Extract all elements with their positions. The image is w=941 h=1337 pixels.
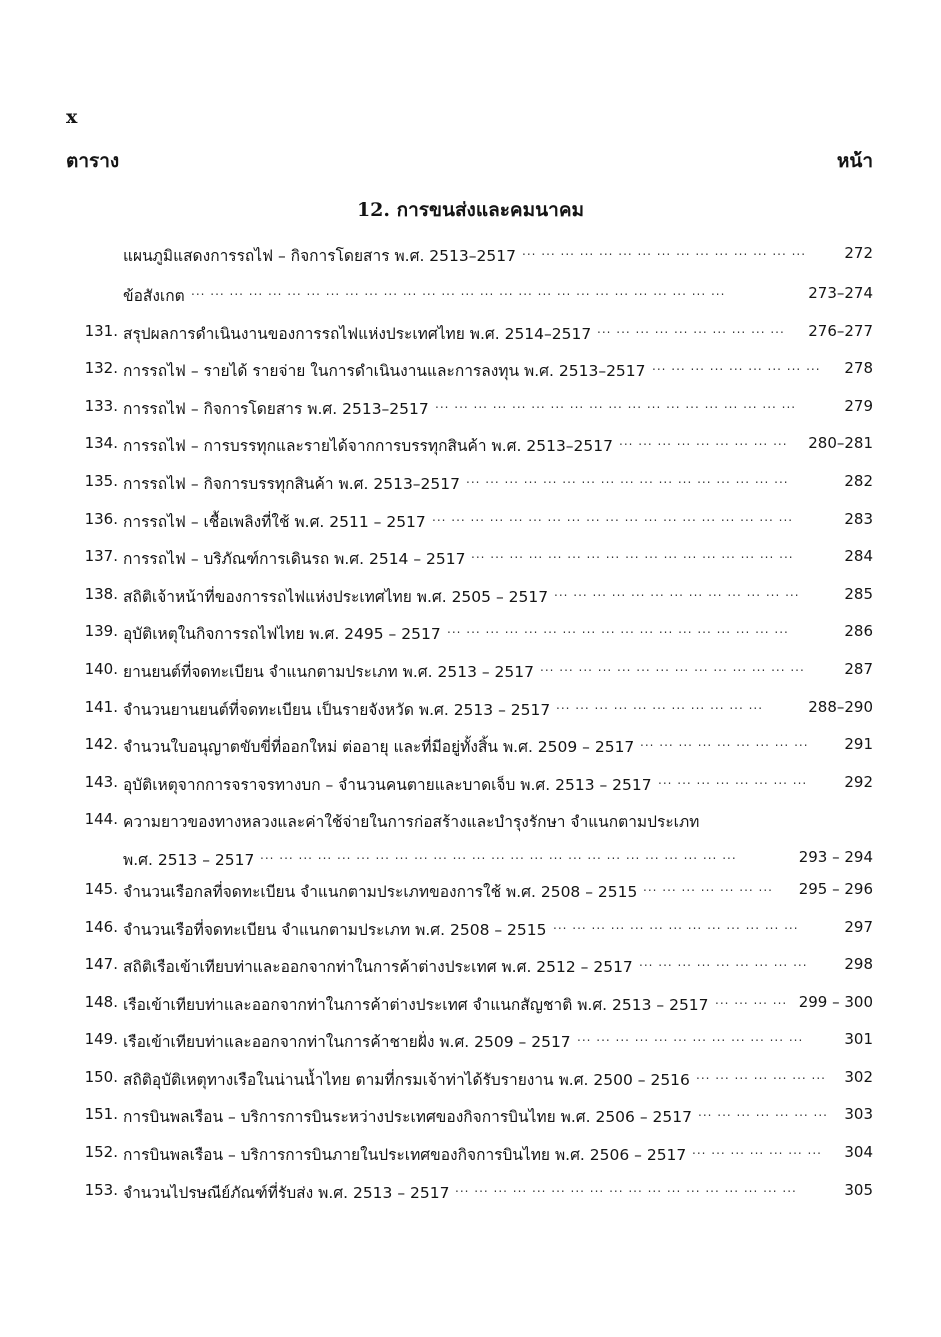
toc-entry-number: 148. <box>84 992 118 1011</box>
toc-entry-number: 147. <box>84 955 118 974</box>
toc-leader-dots: ... ... ... ... ... ... ... ... ... ... ... <box>556 697 764 712</box>
toc-entry-number: 133. <box>84 396 118 415</box>
toc-leader-dots: ... ... ... ... ... ... ... ... ... ... ... ... ... <box>553 917 799 932</box>
toc-entry <box>70 654 873 692</box>
toc-entry <box>70 616 873 654</box>
toc-entry <box>70 874 873 912</box>
toc-entry-title: สรุปผลการดำเนินงานของการรถไฟแห่งประเทศไทย พ.ศ. 2514–2517 <box>123 324 592 343</box>
toc-entry <box>70 504 873 542</box>
toc-entry-title: อุบัติเหตุในกิจการรถไฟไทย พ.ศ. 2495 – 2517 <box>123 625 441 644</box>
toc-entry-page: 273–274 <box>808 284 873 302</box>
toc-entry <box>70 1099 873 1137</box>
toc-entry-title: จำนวนเรือกลที่จดทะเบียน จำแนกตามประเภทของการใช้ พ.ศ. 2508 – 2515 <box>123 882 638 901</box>
toc-entry <box>70 1062 873 1100</box>
toc-entry-title: แผนภูมิแสดงการรถไฟ – กิจการโดยสาร พ.ศ. 2513–2517 <box>123 247 516 265</box>
toc-entry-page: 278 <box>844 359 873 378</box>
toc-entry <box>70 1175 873 1213</box>
toc-entry-title: เรือเข้าเทียบท่าและออกจากท่าในการค้าต่างประเทศ จำแนกสัญชาติ พ.ศ. 2513 – 2517 <box>123 995 709 1014</box>
toc-entry-title: การบินพลเรือน – บริการการบินระหว่างประเทศของกิจการบินไทย พ.ศ. 2506 – 2517 <box>123 1108 692 1127</box>
toc-entry-title: ข้อสังเกต <box>123 287 185 305</box>
toc-entry <box>70 353 873 391</box>
toc-entry-page: 305 <box>844 1180 873 1199</box>
toc-entry-page: 304 <box>844 1143 873 1162</box>
toc-leader-dots: ... ... ... ... ... ... ... ... ... ... ... ... ... ... ... ... ... ... <box>455 1180 797 1195</box>
toc-entry-page: 299 – 300 <box>798 992 873 1011</box>
toc-entry-title: ความยาวของทางหลวงและค่าใช้จ่ายในการก่อสร้างและบำรุงรักษา จำแนกตามประเภท <box>123 813 700 832</box>
toc-entry-number: 131. <box>84 321 118 340</box>
toc-entry <box>70 987 873 1025</box>
toc-entry-page: 286 <box>844 622 873 641</box>
toc-entry-number: 152. <box>84 1143 118 1162</box>
toc-leader-dots: ... ... ... ... ... ... ... ... ... ... ... ... ... ... ... ... ... <box>466 471 789 486</box>
toc-entry-page: 298 <box>844 955 873 974</box>
toc-entry-title: ยานยนต์ที่จดทะเบียน จำแนกตามประเภท พ.ศ. 2513 – 2517 <box>123 662 534 681</box>
toc-entry <box>70 428 873 466</box>
toc-leader-dots: ... ... ... ... ... ... ... ... ... ... ... ... ... ... ... ... ... ... ... <box>435 396 797 411</box>
toc-entry-number: 149. <box>84 1030 118 1049</box>
toc-entry-title: การรถไฟ – บริภัณฑ์การเดินรถ พ.ศ. 2514 – 2517 <box>123 550 466 569</box>
toc-entry-title: จำนวนเรือที่จดทะเบียน จำแนกตามประเภท พ.ศ. 2508 – 2515 <box>123 920 547 939</box>
toc-entry-number: 139. <box>84 622 118 641</box>
toc-entry-page: 292 <box>844 772 873 791</box>
toc-entry-page: 297 <box>844 917 873 936</box>
toc-entry-number: 153. <box>84 1180 118 1199</box>
toc-entry-number: 138. <box>84 584 118 603</box>
toc-entry-title: การรถไฟ – การบรรทุกและรายได้จากการบรรทุกสินค้า พ.ศ. 2513–2517 <box>123 437 613 456</box>
toc-entry-page: 272 <box>844 244 873 262</box>
toc-leader-dots: ... ... ... ... ... ... ... ... ... ... ... ... ... ... ... ... ... ... ... ... ... ... ... ... ... ... ... ... <box>191 284 726 298</box>
toc-entry-title: อุบัติเหตุจากการจราจรทางบก – จำนวนคนตายและบาดเจ็บ พ.ศ. 2513 – 2517 <box>123 775 652 794</box>
toc-leader-dots: ... ... ... ... ... ... ... ... ... <box>652 359 821 374</box>
toc-leader-dots: ... ... ... ... ... ... ... ... ... ... ... ... ... ... ... <box>522 244 807 258</box>
table-of-contents <box>70 238 873 1212</box>
toc-entry-number: 144. <box>84 810 118 829</box>
toc-leader-dots: ... ... ... ... ... ... ... <box>698 1105 828 1120</box>
column-header-page: หน้า <box>836 150 873 172</box>
toc-entry-number: 151. <box>84 1105 118 1124</box>
toc-leader-dots: ... ... ... ... ... ... ... ... ... <box>619 434 788 449</box>
toc-entry-number: 137. <box>84 547 118 566</box>
toc-leader-dots: ... ... ... ... ... ... ... ... ... ... ... ... ... <box>554 584 800 599</box>
toc-entry <box>70 842 873 874</box>
toc-entry-title: การบินพลเรือน – บริการการบินภายในประเทศของกิจการบินไทย พ.ศ. 2506 – 2517 <box>123 1146 687 1165</box>
toc-entry-number: 142. <box>84 735 118 754</box>
toc-entry-page: 283 <box>844 509 873 528</box>
toc-entry <box>70 238 873 278</box>
toc-entry-title: สถิติเรือเข้าเทียบท่าและออกจากท่าในการค้าต่างประเทศ พ.ศ. 2512 – 2517 <box>123 958 633 977</box>
toc-entry-title: การรถไฟ – กิจการบรรทุกสินค้า พ.ศ. 2513–2517 <box>123 474 461 493</box>
toc-entry-title: เรือเข้าเทียบท่าและออกจากท่าในการค้าชายฝั่ง พ.ศ. 2509 – 2517 <box>123 1033 571 1052</box>
toc-entry-page: 301 <box>844 1030 873 1049</box>
toc-entry <box>70 316 873 354</box>
toc-entry-page: 303 <box>844 1105 873 1124</box>
toc-leader-dots: ... ... ... ... <box>715 992 788 1007</box>
toc-entry-page: 284 <box>844 547 873 566</box>
toc-leader-dots: ... ... ... ... ... ... ... ... ... ... ... ... ... ... ... ... ... <box>471 547 794 562</box>
toc-entry-number: 132. <box>84 359 118 378</box>
toc-entry-page: 276–277 <box>808 321 873 340</box>
toc-entry-title: จำนวนใบอนุญาตขับขี่ที่ออกใหม่ ต่ออายุ และที่มีอยู่ทั้งสิ้น พ.ศ. 2509 – 2517 <box>123 738 635 757</box>
toc-entry-title: จำนวนไปรษณีย์ภัณฑ์ที่รับส่ง พ.ศ. 2513 – 2517 <box>123 1183 450 1202</box>
section-title: 12. การขนส่งและคมนาคม <box>356 199 585 221</box>
toc-entry-number: 143. <box>84 772 118 791</box>
toc-entry-number: 134. <box>84 434 118 453</box>
toc-entry-page: 291 <box>844 735 873 754</box>
toc-leader-dots: ... ... ... ... ... ... ... ... ... ... ... ... ... ... ... ... ... ... ... ... ... ... ... ... ... <box>260 847 737 862</box>
toc-entry <box>70 1137 873 1175</box>
toc-leader-dots: ... ... ... ... ... ... ... ... ... ... ... ... ... ... <box>540 659 805 674</box>
toc-entry-page: 285 <box>844 584 873 603</box>
toc-leader-dots: ... ... ... ... ... ... ... ... <box>658 772 808 787</box>
toc-leader-dots: ... ... ... ... ... ... ... <box>692 1143 822 1158</box>
toc-leader-dots: ... ... ... ... ... ... ... <box>643 879 773 894</box>
toc-entry <box>70 912 873 950</box>
toc-entry <box>70 391 873 429</box>
toc-entry-page: 302 <box>844 1067 873 1086</box>
toc-entry-page: 295 – 296 <box>798 879 873 898</box>
toc-entry <box>70 692 873 730</box>
toc-entry-page: 287 <box>844 659 873 678</box>
toc-entry <box>70 949 873 987</box>
toc-entry-page: 288–290 <box>808 697 873 716</box>
toc-entry-title: จำนวนยานยนต์ที่จดทะเบียน เป็นรายจังหวัด พ.ศ. 2513 – 2517 <box>123 700 551 719</box>
toc-entry <box>70 541 873 579</box>
toc-entry <box>70 1024 873 1062</box>
toc-entry-number: 135. <box>84 471 118 490</box>
toc-entry-title: พ.ศ. 2513 – 2517 <box>123 850 255 869</box>
toc-entry-number: 140. <box>84 659 118 678</box>
toc-entry-page: 280–281 <box>808 434 873 453</box>
toc-entry-page: 279 <box>844 396 873 415</box>
toc-entry-title: สถิติเจ้าหน้าที่ของการรถไฟแห่งประเทศไทย พ.ศ. 2505 – 2517 <box>123 587 549 606</box>
toc-entry-number: 141. <box>84 697 118 716</box>
toc-entry <box>70 767 873 805</box>
toc-entry <box>70 729 873 767</box>
toc-leader-dots: ... ... ... ... ... ... ... ... ... ... ... ... <box>577 1030 804 1045</box>
toc-leader-dots: ... ... ... ... ... ... ... ... ... ... <box>597 321 785 336</box>
toc-leader-dots: ... ... ... ... ... ... ... ... ... <box>639 955 808 970</box>
toc-entry <box>70 579 873 617</box>
toc-entry-title: การรถไฟ – เชื้อเพลิงที่ใช้ พ.ศ. 2511 – 2517 <box>123 512 426 531</box>
toc-entry-number: 136. <box>84 509 118 528</box>
toc-leader-dots: ... ... ... ... ... ... ... ... ... <box>640 735 809 750</box>
toc-entry-page: 293 – 294 <box>798 847 873 866</box>
toc-leader-dots: ... ... ... ... ... ... ... <box>696 1067 826 1082</box>
toc-leader-dots: ... ... ... ... ... ... ... ... ... ... ... ... ... ... ... ... ... ... <box>447 622 789 637</box>
toc-leader-dots: ... ... ... ... ... ... ... ... ... ... ... ... ... ... ... ... ... ... ... <box>432 509 794 524</box>
toc-entry-number: 150. <box>84 1067 118 1086</box>
toc-entry-title: การรถไฟ – กิจการโดยสาร พ.ศ. 2513–2517 <box>123 399 429 418</box>
toc-entry-title: การรถไฟ – รายได้ รายจ่าย ในการดำเนินงานและการลงทุน พ.ศ. 2513–2517 <box>123 362 646 381</box>
toc-entry <box>70 804 873 842</box>
column-header-table: ตาราง <box>66 150 120 172</box>
toc-entry-number: 146. <box>84 917 118 936</box>
toc-entry-number: 145. <box>84 879 118 898</box>
toc-entry-page: 282 <box>844 471 873 490</box>
toc-entry-title: สถิติอุบัติเหตุทางเรือในน่านน้ำไทย ตามที่กรมเจ้าท่าได้รับรายงาน พ.ศ. 2500 – 2516 <box>123 1070 690 1089</box>
page-number-roman: x <box>66 106 78 128</box>
toc-entry <box>70 278 873 316</box>
toc-entry <box>70 466 873 504</box>
